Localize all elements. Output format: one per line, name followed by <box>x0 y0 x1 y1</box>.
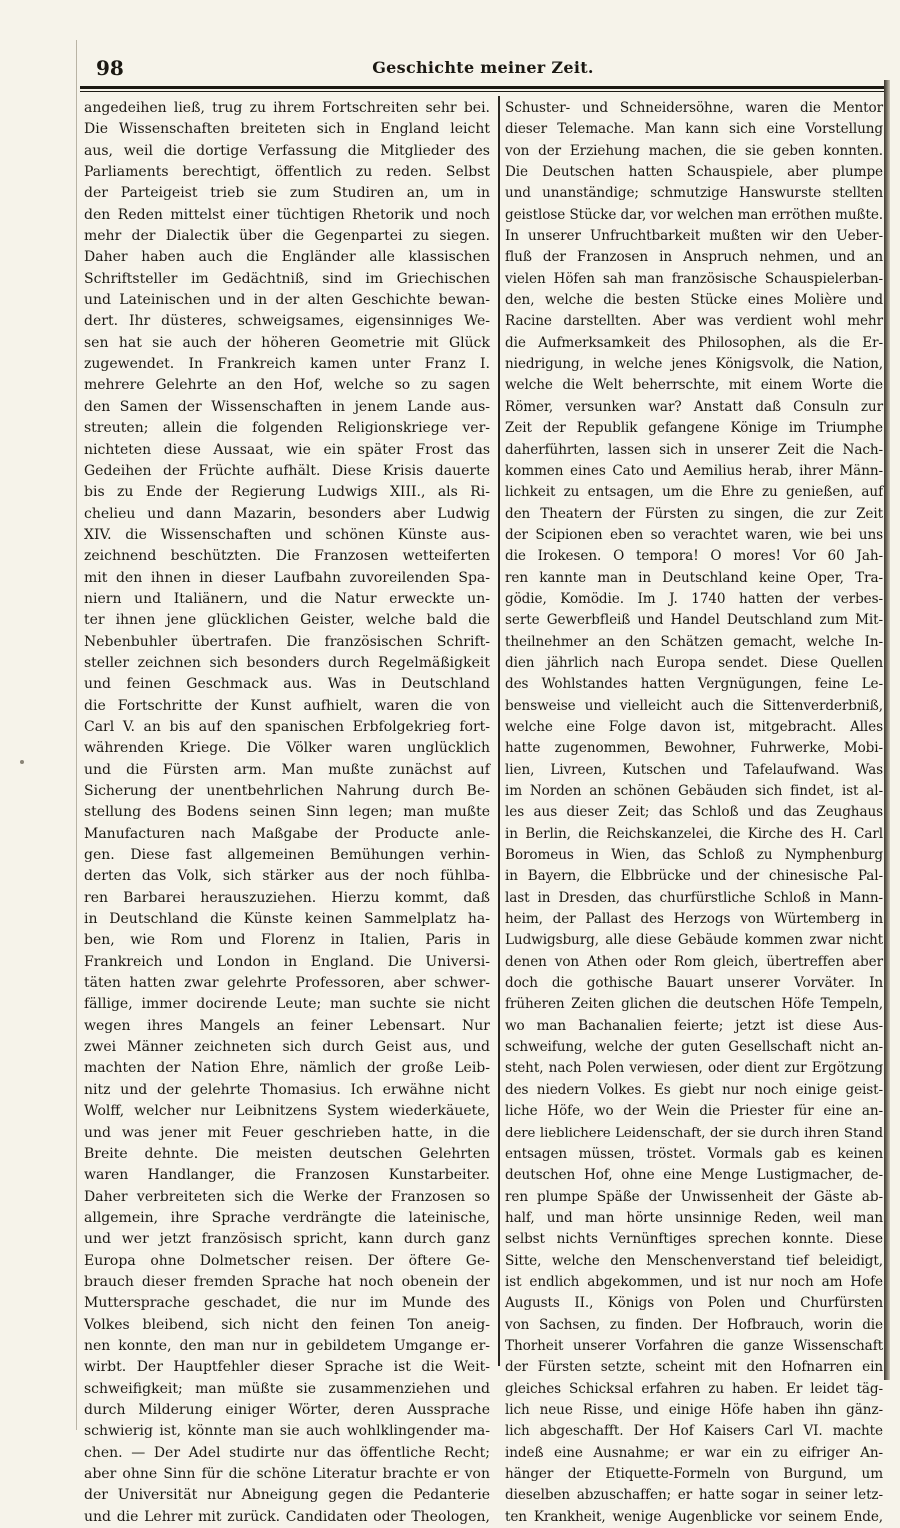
text-line: zugewendet. In Frankreich kamen unter Franz I. <box>84 356 490 373</box>
text-line: der Universität nur Abneigung gegen die Pedanterie <box>84 1487 490 1504</box>
text-line: indeß eine Ausnahme; er war ein zu eifriger An- <box>505 1444 883 1461</box>
text-line: sen hat sie auch der höheren Geometrie mit Glück <box>84 334 490 351</box>
text-line: wo man Bachanalien feierte; jetzt ist diese Aus- <box>505 1017 883 1034</box>
text-line: früheren Zeiten glichen die deutschen Höfe Tempeln, <box>505 996 883 1013</box>
text-line: daherführten, lassen sich in unserer Zeit die Nach- <box>505 441 883 458</box>
text-line: niedrigung, in welche jenes Königsvolk, die Nation, <box>505 356 883 373</box>
text-line: Nebenbuhler übertrafen. Die französischen Schrift- <box>84 633 490 650</box>
text-line: denen von Athen oder Rom gleich, übertreffen aber <box>505 953 883 970</box>
text-line: welche die Welt beherrschte, mit einem Worte die <box>505 377 883 394</box>
text-line: Augusts II., Königs von Polen und Churfürsten <box>505 1295 883 1312</box>
text-line: last in Dresden, das churfürstliche Schloß in Mann- <box>505 889 883 906</box>
text-line: und die Lehrer mit zurück. Candidaten oder Theologen, <box>84 1508 490 1525</box>
text-line: währenden Kriege. Die Völker waren unglücklich <box>84 740 490 757</box>
text-line: in Bayern, die Elbbrücke und der chinesische Pal- <box>505 868 883 885</box>
text-line: gen. Diese fast allgemeinen Bemühungen verhin- <box>84 847 490 864</box>
text-line: in Berlin, die Reichskanzelei, die Kirche des H. Carl <box>505 825 883 842</box>
text-line: wegen ihres Mangels an feiner Lebensart. Nur <box>84 1017 490 1034</box>
text-line: dieser Telemache. Man kann sich eine Vorstellung <box>505 121 883 138</box>
text-line: stellung des Bodens seinen Sinn legen; man mußte <box>84 804 490 821</box>
text-line: chelieu und dann Mazarin, besonders aber Ludwig <box>84 505 490 522</box>
page-edge-line <box>76 40 77 1430</box>
text-line: Daher verbreiteten sich die Werke der Franzosen so <box>84 1188 490 1205</box>
text-line: machten der Nation Ehre, nämlich der große Leib- <box>84 1060 490 1077</box>
text-line: welche eine Folge davon ist, mitgebracht. Alles <box>505 718 883 735</box>
text-line: der Scipionen eben so verachtet waren, wie bei uns <box>505 526 883 543</box>
text-line: nichteten diese Aussaat, wie ein später Frost das <box>84 441 490 458</box>
column-divider <box>498 96 500 1366</box>
text-line: bis zu Ende der Regierung Ludwigs XIII., als Ri- <box>84 484 490 501</box>
text-line: der Fürsten setzte, scheint mit den Hofnarren ein <box>505 1359 883 1376</box>
text-line: entsagen müssen, tröstet. Vormals gab es keinen <box>505 1145 883 1162</box>
text-line: Sitte, welche den Menschenverstand tief beleidigt, <box>505 1252 883 1269</box>
text-line: schweifigkeit; man müßte sie zusammenziehen und <box>84 1380 490 1397</box>
header-rule <box>80 86 888 89</box>
text-line: des Wohlstandes hatten Vergnügungen, feine Le- <box>505 676 883 693</box>
text-line: schwierig ist, könnte man sie auch wohlklingender ma- <box>84 1423 490 1440</box>
text-line: Boromeus in Wien, das Schloß zu Nymphenburg <box>505 847 883 864</box>
text-line: Racine darstellten. Aber was verdient wohl mehr <box>505 313 883 330</box>
text-line: theilnehmer an den Schätzen gemacht, welche In- <box>505 633 883 650</box>
text-line: lien, Livreen, Kutschen und Tafelaufwand. Was <box>505 761 883 778</box>
text-line: die Aufmerksamkeit des Philosophen, als die Er- <box>505 334 883 351</box>
text-line: In unserer Unfruchtbarkeit mußten wir den Ueber- <box>505 228 883 245</box>
text-line: ren kannte man in Deutschland keine Oper, Tra- <box>505 569 883 586</box>
text-line: in Deutschland die Künste keinen Sammelplatz ha- <box>84 911 490 928</box>
text-line: und die Fürsten arm. Man mußte zunächst auf <box>84 761 490 778</box>
binding-shadow <box>884 80 890 1380</box>
text-line: Wolff, welcher nur Leibnitzens System wiederkäuete, <box>84 1103 490 1120</box>
text-line: ten Krankheit, wenige Augenblicke vor seinem Ende, <box>505 1508 883 1525</box>
text-line: Thorheit unserer Vorfahren die ganze Wissenschaft <box>505 1337 883 1354</box>
text-line: mehr der Dialectik über die Gegenpartei zu siegen. <box>84 228 490 245</box>
text-line: Parliaments berechtigt, öffentlich zu reden. Selbst <box>84 164 490 181</box>
text-line: fällige, immer docirende Leute; man suchte sie nicht <box>84 996 490 1013</box>
text-line: les aus dieser Zeit; das Schloß und das Zeughaus <box>505 804 883 821</box>
text-line: des niedern Volkes. Es giebt nur noch einige geist- <box>505 1081 883 1098</box>
text-line: Schuster- und Schneidersöhne, waren die Mentor <box>505 100 883 116</box>
text-line: bensweise und vielleicht auch die Sittenverderbniß, <box>505 697 883 714</box>
text-line: von Sachsen, zu finden. Der Hofbrauch, worin die <box>505 1316 883 1333</box>
text-line: Carl V. an bis auf den spanischen Erbfolgekrieg fort- <box>84 718 490 735</box>
text-line: doch die gothische Bauart unserer Vorväter. In <box>505 975 883 992</box>
text-line: und unanständige; schmutzige Hanswurste stellten <box>505 185 883 202</box>
text-line: niern und Italiänern, und die Natur erweckte un- <box>84 590 490 607</box>
text-line: steller zeichnen sich besonders durch Regelmäßigkeit <box>84 654 490 671</box>
text-line: Gedeihen der Früchte aufhält. Diese Krisis dauerte <box>84 462 490 479</box>
text-line: den Theatern der Fürsten zu singen, die zur Zeit <box>505 505 883 522</box>
text-column-left <box>84 98 490 1525</box>
text-line: dere lieblichere Leidenschaft, der sie durch ihren Stand <box>505 1125 883 1141</box>
text-line: dert. Ihr düsteres, schweigsames, eigensinniges We- <box>84 313 490 330</box>
text-line: vielen Höfen sah man französische Schauspielerban- <box>505 270 883 287</box>
text-line: durch Milderung einiger Wörter, deren Aussprache <box>84 1401 490 1418</box>
text-line: half, und man hörte unsinnige Reden, weil man <box>505 1209 883 1226</box>
text-line: gödie, Komödie. Im J. 1740 hatten der verbes- <box>505 590 883 607</box>
text-line: täten hatten zwar gelehrte Professoren, aber schwer- <box>84 975 490 992</box>
text-line: mit den ihnen in dieser Laufbahn zuvoreilenden Spa- <box>84 569 490 586</box>
text-line: ter ihnen jene glücklichen Geister, welche bald die <box>84 612 490 629</box>
text-line: angedeihen ließ, trug zu ihrem Fortschreiten sehr bei. <box>84 100 490 116</box>
text-line: von der Erziehung machen, die sie geben konnten. <box>505 142 883 159</box>
page-header <box>80 56 886 82</box>
text-line: hänger der Etiquette-Formeln von Burgund, um <box>505 1466 883 1482</box>
text-line: lichkeit zu entsagen, um die Ehre zu genießen, auf <box>505 484 883 501</box>
text-column-right <box>505 98 883 1525</box>
text-line: Manufacturen nach Maßgabe der Producte anle- <box>84 825 490 842</box>
text-line: die Irokesen. O tempora! O mores! Vor 60 Jah- <box>505 548 883 565</box>
text-line: brauch dieser fremden Sprache hat noch obenein der <box>84 1273 490 1290</box>
text-line: den Reden mittelst einer tüchtigen Rhetorik und noch <box>84 206 490 223</box>
header-rule-thin <box>80 91 888 92</box>
text-line: nen konnte, den man nur in gebildetem Umgange er- <box>84 1337 490 1354</box>
text-line: Volkes bleibend, sich nicht den feinen Ton aneig- <box>84 1316 490 1333</box>
text-line: ren plumpe Späße der Unwissenheit der Gäste ab- <box>505 1188 883 1205</box>
text-line: Breite dehnte. Die meisten deutschen Gelehrten <box>84 1145 490 1162</box>
text-line: liche Höfe, wo der Wein die Priester für eine an- <box>505 1103 883 1120</box>
text-line: allgemein, ihre Sprache verdrängte die lateinische, <box>84 1209 490 1226</box>
text-line: streuten; allein die folgenden Religionskriege ver- <box>84 420 490 437</box>
text-line: die Fortschritte der Kunst aufhielt, waren die von <box>84 697 490 714</box>
text-line: zwei Männer zeichneten sich durch Geist aus, und <box>84 1039 490 1056</box>
margin-speck <box>20 760 24 764</box>
text-line: Schriftsteller im Gedächtniß, sind im Griechischen <box>84 270 490 287</box>
text-line: steht, nach Polen verwiesen, oder dient zur Ergötzung <box>505 1060 883 1077</box>
text-line: lich abgeschafft. Der Hof Kaisers Carl VI. machte <box>505 1423 883 1440</box>
text-line: chen. — Der Adel studirte nur das öffentliche Recht; <box>84 1444 490 1461</box>
text-line: und Lateinischen und in der alten Geschichte bewan- <box>84 292 490 309</box>
text-line: der Parteigeist trieb sie zum Studiren an, um in <box>84 185 490 202</box>
text-line: nitz und der gelehrte Thomasius. Ich erwähne nicht <box>84 1081 490 1098</box>
text-line: Frankreich und London in England. Die Universi- <box>84 953 490 970</box>
text-line: selbst nichts Vernünftiges sprechen konnte. Diese <box>505 1231 883 1248</box>
text-line: Ludwigsburg, alle diese Gebäude kommen zwar nicht <box>505 932 883 949</box>
text-line: Daher haben auch die Engländer alle klassischen <box>84 249 490 266</box>
text-line: heim, der Pallast des Herzogs von Würtemberg in <box>505 911 883 928</box>
text-line: mehrere Gelehrte an den Hof, welche so zu sagen <box>84 377 490 394</box>
text-line: im Norden an schönen Gebäuden sich findet, ist al- <box>505 783 883 799</box>
text-line: Europa ohne Dolmetscher reisen. Der öftere Ge- <box>84 1252 490 1269</box>
text-line: XIV. die Wissenschaften und schönen Künste aus- <box>84 526 490 543</box>
text-line: waren Handlanger, die Franzosen Kunstarbeiter. <box>84 1167 490 1184</box>
text-line: Die Wissenschaften breiteten sich in England leicht <box>84 121 490 138</box>
text-line: gleiches Schicksal erfahren zu haben. Er leidet täg- <box>505 1380 883 1397</box>
text-line: Muttersprache geschadet, die nur im Munde des <box>84 1295 490 1312</box>
text-line: ben, wie Rom und Florenz in Italien, Paris in <box>84 932 490 949</box>
text-line: lich neue Risse, und einige Höfe haben ihn gänz- <box>505 1401 883 1418</box>
text-line: dieselben abzuschaffen; er hatte sogar in seiner letz- <box>505 1487 883 1504</box>
text-line: wirbt. Der Hauptfehler dieser Sprache ist die Weit- <box>84 1359 490 1376</box>
text-line: fluß der Franzosen in Anspruch nehmen, und an <box>505 249 883 266</box>
text-line: ren Barbarei herauszuziehen. Hierzu kommt, daß <box>84 889 490 906</box>
text-line: dien jährlich nach Europa sendet. Diese Quellen <box>505 654 883 671</box>
text-line: und wer jetzt französisch spricht, kann durch ganz <box>84 1231 490 1248</box>
text-line: serte Gewerbfleiß und Handel Deutschland zum Mit- <box>505 612 883 629</box>
text-line: kommen eines Cato und Aemilius herab, ihrer Männ- <box>505 462 883 479</box>
text-line: deutschen Hof, ohne eine Menge Lustigmacher, de- <box>505 1167 883 1184</box>
text-line: schweifung, welche der guten Gesellschaft nicht an- <box>505 1039 883 1056</box>
text-line: den, welche die besten Stücke eines Molière und <box>505 292 883 309</box>
text-line: ist endlich abgekommen, und ist nur noch am Hofe <box>505 1273 883 1290</box>
running-title: Geschichte meiner Zeit. <box>372 58 594 77</box>
text-line: und feinen Geschmack aus. Was in Deutschland <box>84 676 490 693</box>
text-line: Sicherung der unentbehrlichen Nahrung durch Be- <box>84 783 490 799</box>
text-line: Römer, versunken war? Anstatt daß Consuln zur <box>505 398 883 415</box>
text-line: geistlose Stücke dar, vor welchen man erröthen mußte. <box>505 206 883 223</box>
text-line: aus, weil die dortige Verfassung die Mitglieder des <box>84 142 490 159</box>
text-line: hatte zugenommen, Bewohner, Fuhrwerke, Mobi- <box>505 740 883 757</box>
text-line: aber ohne Sinn für die schöne Literatur brachte er von <box>84 1466 490 1482</box>
text-line: und was jener mit Feuer geschrieben hatte, in die <box>84 1124 490 1141</box>
text-line: den Samen der Wissenschaften in jenem Lande aus- <box>84 398 490 415</box>
text-line: zeichnend beschützten. Die Franzosen wetteiferten <box>84 548 490 565</box>
text-line: Zeit der Republik gefangene Könige im Triumphe <box>505 420 883 437</box>
page-number: 98 <box>96 56 124 80</box>
text-line: derten das Volk, sich stärker aus der noch fühlba- <box>84 868 490 885</box>
text-line: Die Deutschen hatten Schauspiele, aber plumpe <box>505 164 883 181</box>
